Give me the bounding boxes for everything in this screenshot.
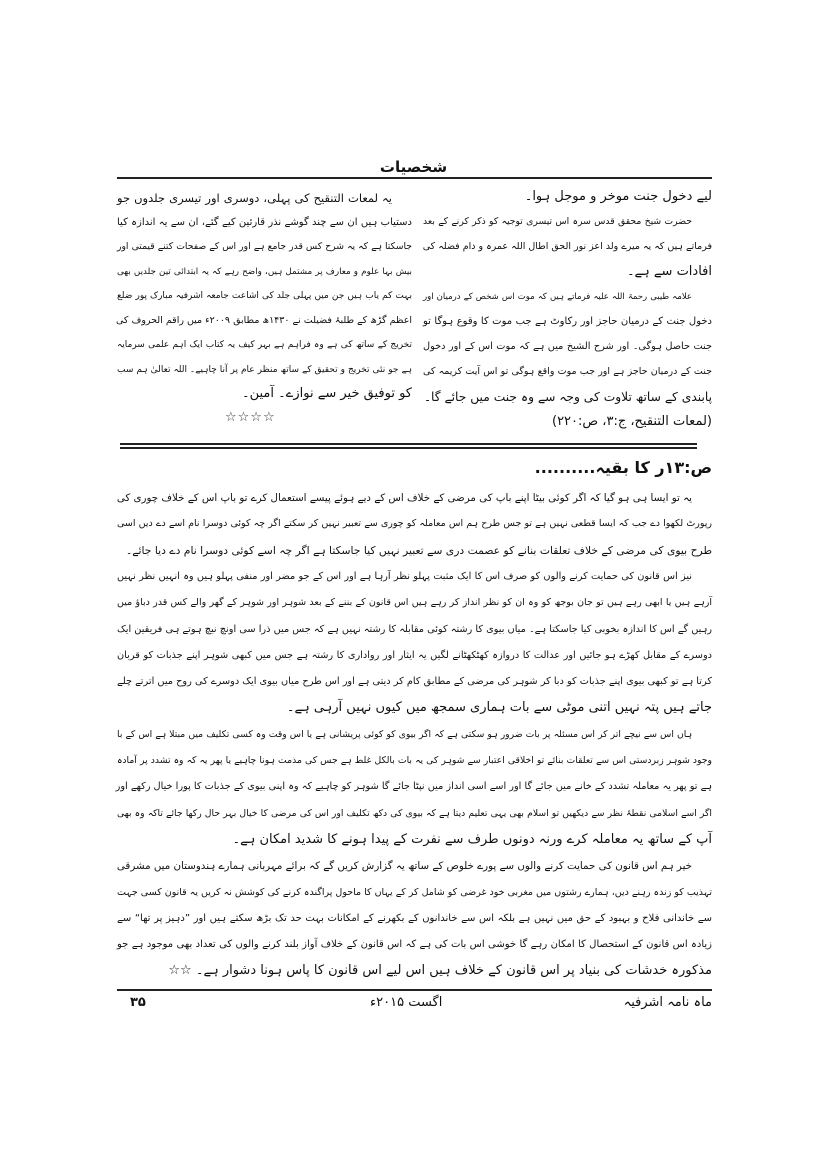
footer-rule (117, 989, 712, 991)
text-line: سے خاندانی فلاح و بہبود کے حق میں نہیں ہے بلکہ اس سے خاندانوں کے بکھرنے کے امکانات بہت حد تک بڑھ سکتے ہیں اور ”دہیز پر تھا“ سے (117, 912, 712, 924)
text-line: جنت کے درمیان حاجز ہے اور جب موت واقع ہوگی تو اس آیت کریمہ کی (423, 366, 712, 377)
text-line: رہیں گے اس کا اندازہ بخوبی کیا جاسکتا ہے۔ میاں بیوی کا رشتہ کوئی مقابلہ کا رشتہ نہیں ہے کہ جس میں ذرا سی اونچ نیچ ہوتے ہی فریقین ایک (117, 623, 712, 635)
text-line: لیے دخول جنت موخر و موجل ہوا۔ (524, 189, 712, 204)
text-line: جنت حاصل ہوگی۔ اور شرح الشیخ میں ہے کہ موت اس کے اور دخول (423, 341, 712, 352)
text-line: ہاں اس سے نیچے اتر کر اس مسئلہ پر بات ضرور ہو سکتی ہے کہ اگر بیوی کو کوئی پریشانی ہے یا اس وقت وہ کسی تکلیف میں مبتلا ہے اس کے با (117, 728, 692, 740)
issue-date: اگست ۲۰۱۵ء (370, 995, 443, 1010)
page-number: ۳۵ (130, 995, 146, 1010)
text-line: دوسرے کے مقابل کھڑے ہو جائیں اور عدالت کا دروازہ کھٹکھٹانے لگیں یہ ایثار اور رواداری کا رشتہ ہے جس میں کبھی شوہر اپنے جذبات کو قربان (117, 649, 712, 661)
text-line: یہ لمعات التنقیح کی پہلی، دوسری اور تیسری جلدوں جو (117, 191, 392, 205)
continuation-heading: ص:۱۳ر کا بقیہ.......... (534, 458, 712, 477)
text-line: جاتے ہیں پتہ نہیں اتنی موٹی سے بات ہماری سمجھ میں کیوں نہیں آرہی ہے۔ (286, 700, 712, 716)
divider-rule-top (120, 443, 697, 445)
header-rule (117, 177, 712, 179)
text-line: یہ تو ایسا ہی ہو گیا کہ اگر کوئی بیٹا اپنے باپ کی مرضی کے خلاف اس کے دیے ہوئے پیسے استعمال کرے تو باپ اس کے خلاف چوری کی (116, 492, 692, 504)
text-line: افادات سے ہے۔ (626, 264, 712, 279)
text-line: وجود شوہر زبردستی اس سے تعلقات بنائے تو اخلاقی اعتبار سے شوہر کی یہ بات بالکل غلط ہے جس کی مذمت ہونا چاہیے یا پھر یہ کہ وہ تشدد پر آمادہ (117, 755, 712, 766)
text-line: جاسکتا ہے کہ یہ شرح کس قدر جامع ہے اور اس کے صفحات کتنے قیمتی اور (117, 241, 412, 252)
divider-rule-bottom (120, 447, 697, 449)
magazine-name: ماہ نامہ اشرفیہ (623, 995, 712, 1010)
text-line: دستیاب ہیں ان سے چند گوشے نذر قارئین کیے گئے، ان سے یہ اندازہ کیا (117, 216, 412, 228)
text-line: ہے تو پھر یہ معاملہ تشدد کے خانے میں جائے گا اور اسے اسی انداز میں نپٹا جائے گا شوہر کو چاہیے کہ وہ اپنی بیوی کے جذبات کا پورا خیال رکھے اور (115, 781, 712, 793)
text-line: دخول جنت کے درمیان حاجز اور رکاوٹ ہے جب موت کا وقوع ہوگا تو (423, 316, 712, 327)
text-line: بیش بہا علوم و معارف پر مشتمل ہیں، واضح رہے کہ یہ ابتدائی تین جلدیں بھی (117, 266, 412, 277)
text-line: مذکورہ خدشات کی بنیاد پر اس قانون کے خلاف ہیں اس لیے اس قانون کا پاس ہونا دشوار ہے۔ ☆☆ (168, 963, 712, 979)
text-line: نیز اس قانون کی حمایت کرنے والوں کو صرف اس کا ایک مثبت پہلو نظر آرہا ہے اور اس کے جو مضر اور منفی پہلو ہیں وہ انہیں نظر نہیں (117, 570, 692, 582)
text-line: فرماتے ہیں کہ یہ میرے ولد اعز نور الحق اطال اللہ عمرہ و دام فضلہ کی (422, 241, 712, 252)
text-line: اعظم گڑھ کے طلبۂ فضیلت نے ۱۴۳۰ھ مطابق ۲۰۰۹ء میں راقم الحروف کی (116, 314, 412, 326)
text-line: (لمعات التنقیح، ج:۳، ص:۲۲۰) (551, 414, 712, 429)
text-line: کرتا ہے تو کبھی بیوی اپنے جذبات کو دبا کر شوہر کی مرضی کے مطابق کام کر دیتی ہے اور اس طرح میاں بیوی ایک دوسرے کی روح میں اترتے چلے (117, 676, 712, 688)
text-line: زیادہ اس قانون کے استحصال کا امکان رہے گا خوشی اس بات کی ہے کہ اس قانون کے خلاف آواز بلند کرنے والوں کی تعداد بھی موجود ہے جو (117, 939, 712, 951)
text-line: پابندی کے ساتھ تلاوت کی وجہ سے وہ جنت میں جائے گا۔ (423, 390, 712, 404)
text-line: حضرت شیخ محقق قدس سرہ اس تیسری توجیہ کو ذکر کرنے کے بعد (423, 216, 692, 227)
text-line: خیر ہم اس قانون کی حمایت کرنے والوں سے پورے خلوص کے ساتھ یہ گزارش کریں گے کہ برائے مہربانی ہمارے ہندوستان میں مشرقی (116, 860, 692, 873)
text-line: علامہ طیبی رحمۃ اللہ علیہ فرماتے ہیں کہ موت اس شخص کے درمیان اور (423, 292, 692, 302)
section-title: شخصیات (379, 158, 448, 176)
text-line: ہے جو نئی تخریج و تحقیق کے ساتھ منظر عام پر آنا چاہیے۔ اللہ تعالیٰ ہم سب (117, 364, 412, 375)
text-line: آپ کے ساتھ یہ معاملہ کرے ورنہ دونوں طرف سے نفرت کے پیدا ہونے کا شدید امکان ہے۔ (232, 831, 712, 847)
text-line: اگر اسے اسلامی نقطۂ نظر سے دیکھیں تو اسلام بھی یہی تعلیم دیتا ہے کہ بیوی کی دکھ تکلیف اور اس کی مرضی کا خیال بہر حال رکھا جائے تاکہ وہ بھی (117, 807, 712, 819)
text-line: آرہے ہیں یا ابھی رہے ہیں تو جان بوجھ کو وہ ان کو نظر انداز کر رہے ہیں اس قانون کے بننے کے بعد شوہر اور شوہر کے گھر والے کس قدر دباؤ میں (117, 597, 712, 609)
text-line: تہذیب کو زندہ رہنے دیں، ہمارے رشتوں میں مغربی خود غرضی کو شامل کر کے یہاں کا ماحول پراگندہ کرنے کی کوشش نہ کریں یہ قانون کسی جہت (117, 886, 712, 898)
text-line: رپورٹ لکھوا دے جب کہ ایسا قطعی نہیں ہے تو جس طرح ہم اس معاملہ کو چوری سے تعبیر نہیں کر سکتے اگر چہ کوئی دوسرا نام اسے دے دیں اسی (117, 518, 712, 530)
text-line: بہت کم یاب ہیں جن میں پہلی جلد کی اشاعت جامعہ اشرفیہ مبارک پور ضلع (117, 291, 412, 301)
text-line: طرح بیوی کی مرضی کے خلاف تعلقات بنانے کو عصمت دری سے تعبیر نہیں کیا جاسکتا ہے اگر چہ اسے کوئی دوسرا نام دے دیا جائے۔ (125, 543, 712, 557)
text-line: تخریج کے ساتھ کی ہے وہ فراہم ہے بہر کیف یہ کتاب ایک اہم علمی سرمایہ (117, 340, 412, 350)
end-stars: ☆☆☆☆ (225, 410, 276, 425)
text-line: کو توفیق خیر سے نوازے۔ آمین۔ (242, 386, 412, 401)
